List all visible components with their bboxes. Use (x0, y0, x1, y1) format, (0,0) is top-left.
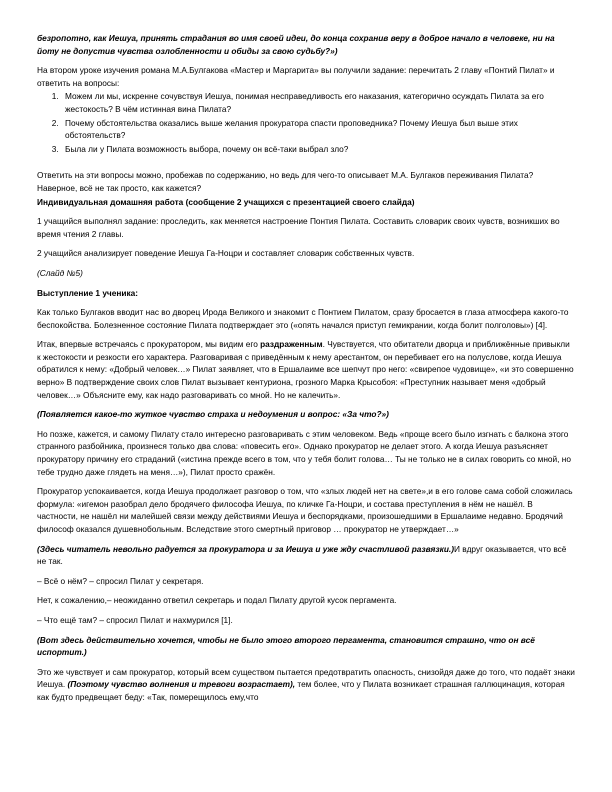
text-span: Это же чувствует и сам прокуратор, который всем существом пытается предотвратить опасность, снизойдя даже до того, что подаёт знаки Иешуа. (37, 666, 575, 690)
paragraph-answer-note: Ответить на эти вопросы можно, пробежав по содержанию, но ведь для чего-то описывает М.А. Булгаков переживания Пилата? Наверное, всё не так просто, как кажется? (37, 170, 534, 193)
question-item: 1. Можем ли мы, искренне сочувствуя Иешуа, понимая несправедливость его наказания, категорично осуждать Пилата за его жестокость? В чём истинная вина Пилата? (61, 90, 575, 115)
question-item: 2. Почему обстоятельства оказались выше желания прокуратора спасти проповедника? Почему Иешуа был выше этих обстоятельств? (61, 117, 575, 142)
paragraph-first-meeting (37, 338, 575, 401)
homework-heading: Индивидуальная домашняя работа (сообщение 2 учащихся с презентацией своего слайда) (37, 196, 415, 207)
question-item: 3. Была ли у Пилата возможность выбора, почему он всё-таки выбрал зло? (61, 143, 575, 156)
paragraph-student-2-task: 2 учащийся анализирует поведение Иешуа Га-Ноцри и составляет словарик собственных чувств. (37, 248, 415, 259)
text-span: тем более, что у Пилата возникает страшная галлюцинация, которая как будто предвещает беду: «Так, померещилось ему,что (37, 679, 565, 702)
reader-joy-note: (Здесь читатель невольно радуется за прокуратора и за Иешуа и уже жду счастливой развязки.) (37, 543, 454, 554)
dialogue-line: – Всё о нём? – спросил Пилат у секретаря. (37, 575, 204, 586)
paragraph-hallucination (37, 666, 575, 704)
text-span: Итак, впервые встречаясь с прокуратором, мы видим его (37, 339, 261, 350)
paragraph-formula: Прокуратор успокаивается, когда Иешуа продолжает разговор о том, что «злых людей нет на свете»,и в его голове сама собой сложилась формула: «игемон разобрал дело бродячего философа Иешуа, по кличке Га-Ноцри, и состава преступления в нём не нашёл. В частности, не нашёл ни малейшей связи между действиями Иешуа и беспорядками, произошедшими в Ершалаиме недавно. Бродячий философ оказался душевнобольным. Вследствие этого смертный приговор … прокуратор не утверждает…» (37, 486, 573, 534)
paragraph-second-lesson: На втором уроке изучения романа М.А.Булгакова «Мастер и Маргарита» вы получили задание: перечитать 2 главу «Понтий Пилат» и ответить на вопросы: (37, 65, 555, 88)
paragraph-student-1-task: 1 учащийся выполнял задание: проследить, как меняется настроение Понтия Пилата. Составить словарик своих чувств, возникших во время чтения 2 главы. (37, 216, 560, 239)
dialogue-line: Нет, к сожалению,– неожиданно ответил секретарь и подал Пилату другой кусок пергамента. (37, 595, 397, 606)
questions-list (37, 90, 575, 155)
paragraph-fear-note: (Появляется какое-то жуткое чувство страха и недоумения и вопрос: «За что?») (37, 409, 389, 420)
text-span: И вдруг оказывается, что всё не так. (37, 543, 567, 567)
student-1-heading: Выступление 1 ученика: (37, 287, 139, 298)
text-span: . Чувствуется, что обитатели дворца и приближённые привыкли к жестокости и резкости его характера. Разговаривая с приведённым к нему арестантом, он перебивает его на полуслове, когда Иешуа обратился к нему: «Добрый человек…» Пилат заявляет, что в Ершалаиме все шепчут про него: «свирепое чудовище», «и это совершенно верно» В подтверждение своих слов Пилат вызывает кентуриона, грозного Марка Крысобоя: «Преступник называет меня «добрый человек…» Объясните ему, как надо разговаривать со мной. Но не калечить». (37, 339, 574, 400)
slide-label: (Слайд №5) (37, 267, 83, 278)
anxiety-note: (Поэтому чувство волнения и тревоги возрастает), (67, 679, 296, 690)
paragraph-second-parchment-note: (Вот здесь действительно хочется, чтобы не было этого второго пергамента, становится страшно, что он всё испортит.) (37, 634, 535, 658)
emphasis-irritated: раздраженным (260, 339, 323, 350)
paragraph-reader-joy (37, 543, 575, 568)
paragraph-palace-intro: Как только Булгаков вводит нас во дворец Ирода Великого и знакомит с Понтием Пилатом, сразу бросается в глаза атмосфера какого-то беспокойства. Болезненное состояние Пилата подтверждает это («опять начался приступ гемикрании, когда болит полголовы») [4]. (37, 307, 569, 330)
paragraph-interest: Но позже, кажется, и самому Пилату стало интересно разговаривать с этим человеком. Ведь «проще всего было изгнать с балкона этого странного разбойника, произнеся только два слова: «повесить его». Однако прокуратор не делает этого. А когда Иешуа разъясняет прокуратору причину его страданий («истина прежде всего в том, что у тебя болит голова… Ты не только не в силах говорить со мной, но тебе трудно даже глядеть на меня…»), Пилат просто сражён. (37, 428, 571, 477)
paragraph-intro-question: безропотно, как Иешуа, принять страдания во имя своей идеи, до конца сохранив веру в доброе начало в человеке, ни на йоту не допустив чувства озлобленности и обиды за свою судьбу?») (37, 33, 555, 56)
dialogue-line: – Что ещё там? – спросил Пилат и нахмурился [1]. (37, 614, 233, 625)
